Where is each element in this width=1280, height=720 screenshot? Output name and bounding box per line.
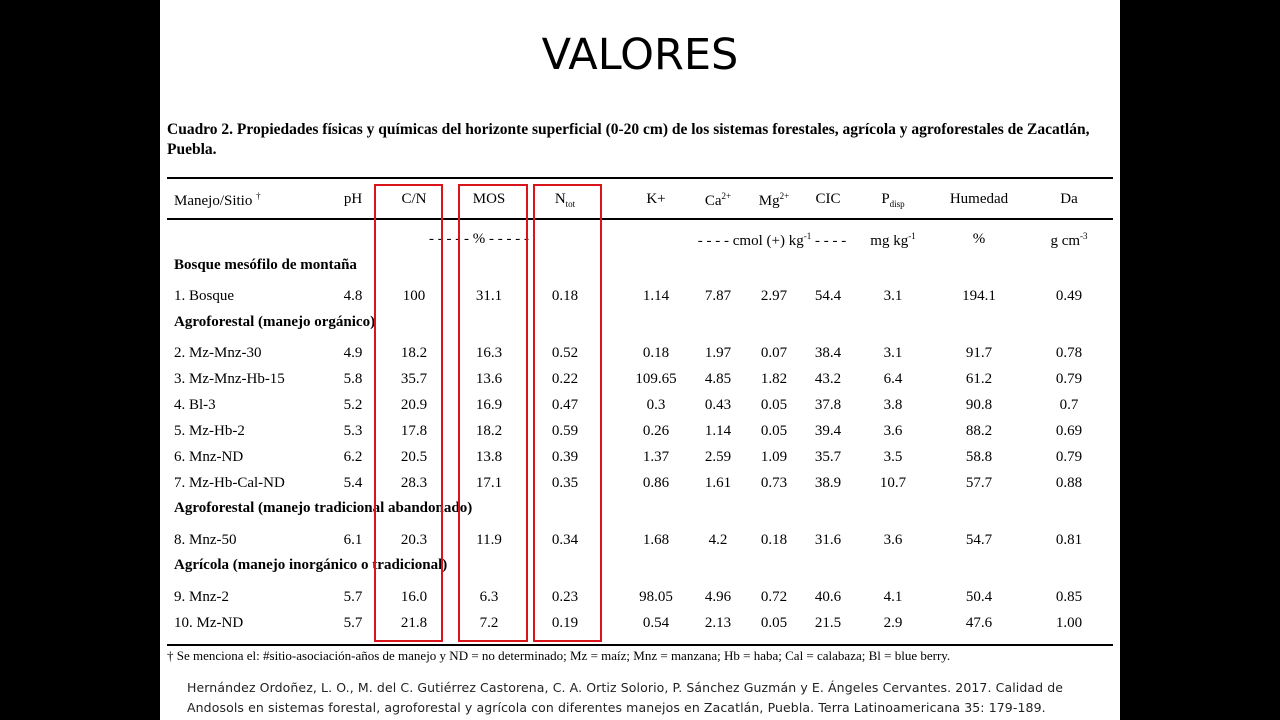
- cell-ph: 5.7: [343, 589, 363, 605]
- cell-humedad: 91.7: [965, 345, 993, 361]
- cell-site: 3. Mz-Mnz-Hb-15: [174, 371, 285, 387]
- cell-humedad: 61.2: [965, 371, 993, 387]
- units-humedad: %: [972, 231, 986, 247]
- cell-da: 0.49: [1055, 288, 1083, 304]
- cell-pdisp: 3.1: [883, 288, 903, 304]
- cell-cic: 21.5: [814, 615, 842, 631]
- cell-mos: 7.2: [479, 615, 499, 631]
- cell-ca: 2.59: [704, 449, 732, 465]
- table-footnote: † Se menciona el: #sitio-asociación-años de manejo y ND = no determinado; Mz = maíz; Mnz = manzana; Hb = haba; Cal = calabaza; Bl = blue berry.: [167, 648, 951, 663]
- cell-ntot: 0.22: [551, 371, 579, 387]
- cell-ph: 5.8: [343, 371, 363, 387]
- header-cn: C/N: [401, 191, 427, 207]
- cell-ca: 4.85: [704, 371, 732, 387]
- cell-ph: 5.7: [343, 615, 363, 631]
- header-pdisp: $P_{disp}$: [881, 191, 905, 209]
- cell-mos: 16.3: [475, 345, 503, 361]
- cell-k: 0.54: [642, 615, 670, 631]
- cell-da: 0.79: [1055, 371, 1083, 387]
- cell-ntot: 0.35: [551, 475, 579, 491]
- cell-mg: 0.18: [760, 532, 788, 548]
- cell-ca: 4.96: [704, 589, 732, 605]
- cell-mos: 13.6: [475, 371, 503, 387]
- cell-mos: 17.1: [475, 475, 503, 491]
- cell-mg: 2.97: [760, 288, 788, 304]
- cell-da: 0.85: [1055, 589, 1083, 605]
- cell-da: 0.69: [1055, 423, 1083, 439]
- cell-ntot: 0.34: [551, 532, 579, 548]
- highlight-box-mos: [458, 184, 528, 642]
- cell-site: 1. Bosque: [174, 288, 234, 304]
- cell-cn: 100: [402, 288, 426, 304]
- cell-mg: 0.73: [760, 475, 788, 491]
- units-p: mg $kg^{-1}$: [870, 231, 916, 249]
- cell-cn: 21.8: [400, 615, 428, 631]
- cell-humedad: 58.8: [965, 449, 993, 465]
- cell-ntot: 0.47: [551, 397, 579, 413]
- cell-ph: 6.1: [343, 532, 363, 548]
- cell-mos: 6.3: [479, 589, 499, 605]
- cell-ca: 1.14: [704, 423, 732, 439]
- cell-mg: 0.05: [760, 615, 788, 631]
- cell-k: 1.14: [642, 288, 670, 304]
- cell-cn: 20.9: [400, 397, 428, 413]
- cell-site: 9. Mnz-2: [174, 589, 229, 605]
- cell-ca: 1.61: [704, 475, 732, 491]
- cell-ca: 4.2: [708, 532, 728, 548]
- cell-ntot: 0.52: [551, 345, 579, 361]
- header-da: Da: [1060, 191, 1078, 207]
- group-heading: Bosque mesófilo de montaña: [174, 257, 357, 273]
- cell-site: 5. Mz-Hb-2: [174, 423, 245, 439]
- cell-k: 0.3: [646, 397, 666, 413]
- group-heading: Agroforestal (manejo tradicional abandonado): [174, 500, 473, 516]
- cell-cn: 28.3: [400, 475, 428, 491]
- cell-ntot: 0.59: [551, 423, 579, 439]
- header-ph: pH: [343, 191, 363, 207]
- cell-da: 0.88: [1055, 475, 1083, 491]
- cell-mos: 31.1: [475, 288, 503, 304]
- cell-mg: 0.05: [760, 423, 788, 439]
- cell-ntot: 0.23: [551, 589, 579, 605]
- citation-reference: Hernández Ordoñez, L. O., M. del C. Gutiérrez Castorena, C. A. Ortiz Solorio, P. Sánchez Guzmán y E. Ángeles Cervantes. 2017. Calidad de Andosols en sistemas forestal, agroforestal y agrícola con diferentes manejos en Zacatlán, Puebla. Terra Latinoamericana 35: 179-189.: [187, 680, 1064, 715]
- cell-da: 0.78: [1055, 345, 1083, 361]
- cell-k: 1.37: [642, 449, 670, 465]
- cell-mg: 1.09: [760, 449, 788, 465]
- cell-cn: 16.0: [400, 589, 428, 605]
- cell-cic: 39.4: [814, 423, 842, 439]
- cell-pdisp: 6.4: [883, 371, 903, 387]
- units-cmol-group: - - - - cmol (+) $kg^{-1}$ - - - -: [697, 231, 847, 249]
- header-humedad: Humedad: [949, 191, 1009, 207]
- cell-ph: 6.2: [343, 449, 363, 465]
- header-ca: $Ca^{2+}$: [704, 191, 732, 209]
- slide-title: VALORES: [541, 30, 739, 80]
- cell-pdisp: 2.9: [883, 615, 903, 631]
- table-header-rule: [167, 218, 1113, 220]
- cell-mos: 18.2: [475, 423, 503, 439]
- cell-k: 98.05: [639, 589, 673, 605]
- cell-pdisp: 3.1: [883, 345, 903, 361]
- cell-cic: 43.2: [814, 371, 842, 387]
- cell-pdisp: 10.7: [879, 475, 907, 491]
- cell-k: 0.86: [642, 475, 670, 491]
- cell-k: 0.18: [642, 345, 670, 361]
- cell-cic: 35.7: [814, 449, 842, 465]
- slide: [160, 0, 1120, 720]
- cell-cic: 54.4: [814, 288, 842, 304]
- cell-cic: 37.8: [814, 397, 842, 413]
- table-top-rule: [167, 177, 1113, 179]
- cell-ca: 2.13: [704, 615, 732, 631]
- cell-mg: 0.07: [760, 345, 788, 361]
- table-caption: Cuadro 2. Propiedades físicas y químicas del horizonte superficial (0-20 cm) de los sistemas forestales, agrícola y agroforestales de Zacatlán, Puebla.: [167, 121, 1090, 158]
- highlight-box-ntot: [533, 184, 602, 642]
- cell-ph: 5.2: [343, 397, 363, 413]
- highlight-box-cn: [374, 184, 443, 642]
- cell-mos: 16.9: [475, 397, 503, 413]
- cell-site: 6. Mnz-ND: [174, 449, 244, 465]
- cell-da: 0.81: [1055, 532, 1083, 548]
- cell-mg: 0.72: [760, 589, 788, 605]
- cell-ph: 5.4: [343, 475, 363, 491]
- header-site: Manejo/Sitio †: [174, 191, 261, 209]
- header-mos: MOS: [472, 191, 506, 207]
- cell-humedad: 47.6: [965, 615, 993, 631]
- cell-humedad: 50.4: [965, 589, 993, 605]
- cell-site: 4. Bl-3: [174, 397, 216, 413]
- cell-ntot: 0.19: [551, 615, 579, 631]
- cell-site: 10. Mz-ND: [174, 615, 244, 631]
- cell-mos: 11.9: [476, 532, 502, 548]
- cell-ph: 4.9: [343, 345, 363, 361]
- cell-site: 7. Mz-Hb-Cal-ND: [174, 475, 285, 491]
- cell-k: 109.65: [635, 371, 677, 387]
- cell-humedad: 90.8: [965, 397, 993, 413]
- cell-ntot: 0.18: [551, 288, 579, 304]
- cell-ca: 1.97: [704, 345, 732, 361]
- cell-cic: 31.6: [814, 532, 842, 548]
- cell-cn: 20.3: [400, 532, 428, 548]
- cell-ca: 0.43: [704, 397, 732, 413]
- cell-humedad: 88.2: [965, 423, 993, 439]
- cell-pdisp: 3.8: [883, 397, 903, 413]
- cell-cic: 40.6: [814, 589, 842, 605]
- cell-ca: 7.87: [704, 288, 732, 304]
- cell-humedad: 194.1: [962, 288, 996, 304]
- cell-cn: 18.2: [400, 345, 428, 361]
- header-ntot: $N_{tot}$: [554, 191, 576, 209]
- cell-pdisp: 3.6: [883, 532, 903, 548]
- cell-humedad: 54.7: [965, 532, 993, 548]
- cell-cic: 38.4: [814, 345, 842, 361]
- header-k: K+: [646, 191, 666, 207]
- cell-mg: 1.82: [760, 371, 788, 387]
- cell-pdisp: 3.5: [883, 449, 903, 465]
- group-heading: Agrícola (manejo inorgánico o tradicional): [174, 557, 448, 573]
- cell-ph: 4.8: [343, 288, 363, 304]
- cell-ph: 5.3: [343, 423, 363, 439]
- table-bottom-rule: [167, 644, 1113, 646]
- cell-cn: 35.7: [400, 371, 428, 387]
- cell-k: 0.26: [642, 423, 670, 439]
- units-da: g $cm^{-3}$: [1050, 231, 1088, 249]
- cell-mos: 13.8: [475, 449, 503, 465]
- group-heading: Agroforestal (manejo orgánico): [174, 314, 376, 330]
- header-mg: $Mg^{2+}$: [758, 191, 790, 209]
- cell-da: 1.00: [1055, 615, 1083, 631]
- cell-ntot: 0.39: [551, 449, 579, 465]
- cell-cn: 20.5: [400, 449, 428, 465]
- cell-k: 1.68: [642, 532, 670, 548]
- units-percent-group: - - - - - % - - - - -: [429, 231, 529, 247]
- cell-cn: 17.8: [400, 423, 428, 439]
- cell-pdisp: 3.6: [883, 423, 903, 439]
- cell-cic: 38.9: [814, 475, 842, 491]
- cell-da: 0.79: [1055, 449, 1083, 465]
- cell-da: 0.7: [1059, 397, 1079, 413]
- cell-humedad: 57.7: [965, 475, 993, 491]
- cell-site: 8. Mnz-50: [174, 532, 237, 548]
- cell-pdisp: 4.1: [883, 589, 903, 605]
- cell-site: 2. Mz-Mnz-30: [174, 345, 262, 361]
- cell-mg: 0.05: [760, 397, 788, 413]
- header-cic: CIC: [815, 191, 841, 207]
